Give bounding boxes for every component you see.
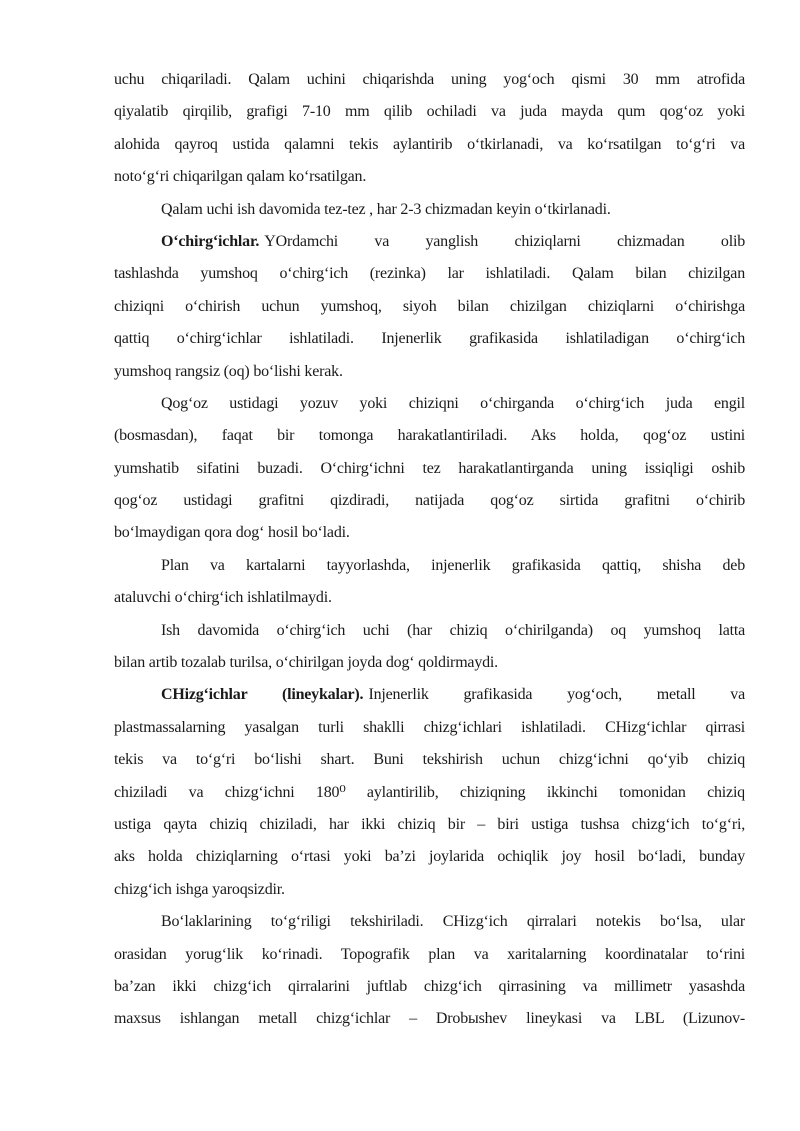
text-line: (bosmasdan), faqat bir tomonga harakatlantiriladi. Aks holda, qog‘oz ustini	[114, 427, 745, 445]
paragraph	[114, 550, 745, 615]
text-line: maxsus ishlangan metall chizg‘ichlar – Drobыshev lineykasi va LBL (Lizunov-	[114, 1010, 745, 1028]
text-line: tekis va to‘g‘ri bo‘lishi shart. Buni tekshirish uchun chizg‘ichni qo‘yib chiziq	[114, 751, 745, 769]
text-line: alohida qayroq ustida qalamni tekis aylantirib o‘tkirlanadi, va ko‘rsatilgan to‘g‘ri va	[114, 135, 745, 153]
text-line: chizg‘ich ishga yaroqsizdir.	[114, 880, 285, 898]
text-line: Bo‘laklarining to‘g‘riligi tekshiriladi. CHizg‘ich qirralari notekis bo‘lsa, ular	[161, 913, 745, 931]
text-line: ataluvchi o‘chirg‘ich ishlatilmaydi.	[114, 589, 332, 607]
paragraph	[114, 679, 745, 906]
text-line: yumshatib sifatini buzadi. O‘chirg‘ichni tez harakatlantirganda uning issiqligi oshib	[114, 459, 745, 477]
bold-lead: CHizg‘ichlar (lineykalar).	[161, 686, 364, 704]
paragraph	[114, 64, 745, 194]
text-line: qog‘oz ustidagi grafitni qizdiradi, natijada qog‘oz sirtida grafitni o‘chirib	[114, 492, 745, 510]
text-line: uchu chiqariladi. Qalam uchini chiqarishda uning yog‘och qismi 30 mm atrofida	[114, 71, 745, 88]
bold-lead: O‘chirg‘ichlar.	[161, 232, 260, 250]
paragraph	[114, 226, 745, 388]
paragraph	[114, 906, 745, 1036]
text-line	[114, 679, 745, 711]
text-line: bilan artib tozalab turilsa, o‘chirilgan joyda dog‘ qoldirmaydi.	[114, 654, 498, 672]
text-line: ba’zan ikki chizg‘ich qirralarini juftlab chizg‘ich qirrasining va millimetr yasashda	[114, 977, 745, 995]
text-line: noto‘g‘ri chiqarilgan qalam ko‘rsatilgan.	[114, 168, 367, 186]
text-line: Plan va kartalarni tayyorlashda, injenerlik grafikasida qattiq, shisha deb	[161, 556, 745, 574]
text-line: ustiga qayta chiziq chiziladi, har ikki chiziq bir – biri ustiga tushsa chizg‘ich to‘g‘ri,	[114, 815, 745, 833]
text-line: chiziladi va chizg‘ichni 180⁰ aylantirilib, chiziqning ikkinchi tomonidan chiziq	[114, 783, 745, 801]
text-line: yumshoq rangsiz (oq) bo‘lishi kerak.	[114, 362, 343, 380]
paragraph	[114, 615, 745, 680]
text-segment: YOrdamchi va yanglish chiziqlarni chizmadan olib	[264, 232, 745, 250]
text-line: plastmassalarning yasalgan turli shaklli chizg‘ichlari ishlatiladi. CHizg‘ichlar qirrasi	[114, 718, 745, 736]
text-line: Qog‘oz ustidagi yozuv yoki chiziqni o‘chirganda o‘chirg‘ich juda engil	[161, 394, 745, 412]
document-text	[114, 64, 745, 1036]
text-line: qiyalatib qirqilib, grafigi 7-10 mm qilib ochiladi va juda mayda qum qog‘oz yoki	[114, 103, 745, 121]
text-line: orasidan yorug‘lik ko‘rinadi. Topografik plan va xaritalarning koordinatalar to‘rini	[114, 945, 745, 963]
text-line	[114, 226, 745, 258]
text-segment: Injenerlik grafikasida yog‘och, metall va	[368, 686, 745, 704]
text-line: Ish davomida o‘chirg‘ich uchi (har chiziq o‘chirilganda) oq yumshoq latta	[161, 621, 745, 639]
text-line: tashlashda yumshoq o‘chirg‘ich (rezinka) lar ishlatiladi. Qalam bilan chizilgan	[114, 265, 745, 283]
paragraph	[114, 194, 745, 226]
text-line: bo‘lmaydigan qora dog‘ hosil bo‘ladi.	[114, 524, 350, 542]
text-line: qattiq o‘chirg‘ichlar ishlatiladi. Injenerlik grafikasida ishlatiladigan o‘chirg‘ich	[114, 330, 745, 348]
text-line: aks holda chiziqlarning o‘rtasi yoki ba’zi joylarida ochiqlik joy hosil bo‘ladi, bunday	[114, 848, 745, 866]
text-line: Qalam uchi ish davomida tez-tez , har 2-3 chizmadan keyin o‘tkirlanadi.	[161, 200, 611, 218]
text-line: chiziqni o‘chirish uchun yumshoq, siyoh bilan chizilgan chiziqlarni o‘chirishga	[114, 297, 745, 315]
paragraph	[114, 388, 745, 550]
